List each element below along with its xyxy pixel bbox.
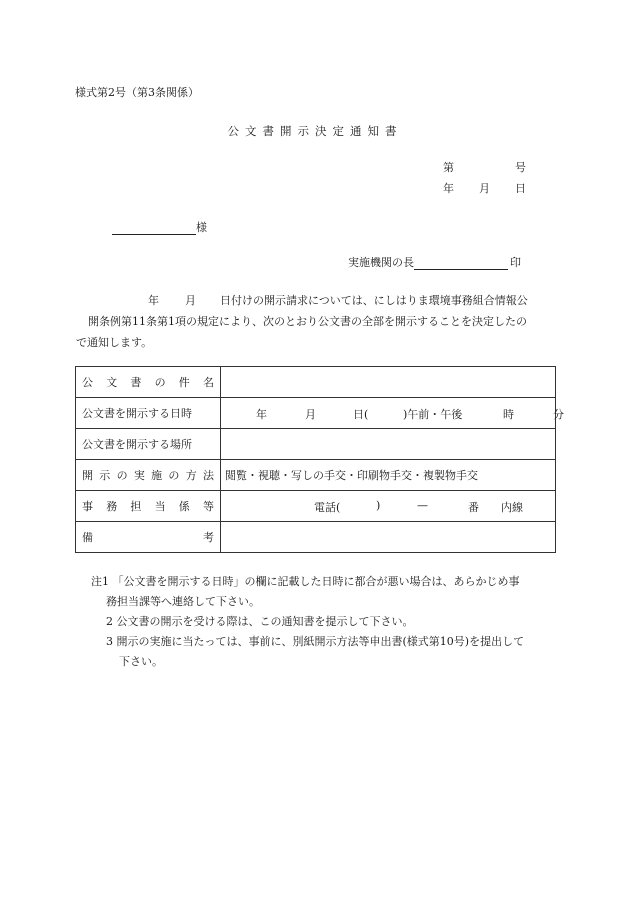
note-1-line-1: 注1 「公文書を開示する日時」の欄に記載した日時に都合が悪い場合は、あらかじめ事 xyxy=(91,575,520,588)
addressee-line xyxy=(112,219,207,235)
label-char: 実 xyxy=(133,469,145,482)
label-char: 示 xyxy=(99,469,111,482)
row-contact-label xyxy=(76,491,221,522)
label-char: の xyxy=(116,469,128,482)
body-line-1 xyxy=(76,290,556,311)
label-char: 備 xyxy=(82,531,93,544)
row-contact-value[interactable] xyxy=(221,491,556,522)
dt-hi-open: 日( xyxy=(353,408,369,421)
issuer-label: 実施機関の長 xyxy=(348,256,414,269)
table-row xyxy=(76,398,556,429)
label-char: 開 xyxy=(82,469,93,482)
ref-nen: 年 xyxy=(443,182,454,195)
ref-tsuki: 月 xyxy=(479,182,490,195)
contact-ban: 番 xyxy=(468,501,479,514)
dt-tsuki: 月 xyxy=(305,408,316,421)
row-datetime-label: 公文書を開示する日時 xyxy=(76,398,221,429)
label-char: 担 xyxy=(130,500,142,513)
row-method-value[interactable] xyxy=(221,460,556,491)
body-tsuki: 月 xyxy=(185,294,196,307)
label-char: 法 xyxy=(202,469,214,482)
note-3-line-1: 3 開示の実施に当たっては、事前に、別紙開示方法等申出書(様式第10号)を提出して xyxy=(106,635,525,648)
table-row xyxy=(76,460,556,491)
label-char: 事 xyxy=(82,500,93,513)
label-char: 名 xyxy=(202,376,214,389)
label-char: 件 xyxy=(178,376,190,389)
note-1-line-2: 務担当課等へ連絡して下さい。 xyxy=(106,595,260,608)
contact-close: ) xyxy=(376,499,381,512)
note-3-line-2: 下さい。 xyxy=(119,655,163,668)
ref-hi: 日 xyxy=(515,182,526,195)
dt-fun: 分 xyxy=(553,408,564,421)
document-title: 公文書開示決定通知書 xyxy=(227,124,403,138)
ref-go: 号 xyxy=(515,161,526,174)
label-char: の xyxy=(154,376,166,389)
notes-section xyxy=(91,572,561,672)
notice-table xyxy=(75,366,564,553)
dt-ampm: )午前・午後 xyxy=(403,408,463,421)
issuer-seal: 印 xyxy=(510,256,521,269)
body-nen: 年 xyxy=(148,294,159,307)
label-char: の xyxy=(168,469,180,482)
label-char: 施 xyxy=(151,469,163,482)
label-char: 係 xyxy=(178,500,190,513)
label-char: 務 xyxy=(106,500,118,513)
label-char: 方 xyxy=(185,469,197,482)
addressee-blank xyxy=(112,220,196,235)
row-subject-value[interactable] xyxy=(221,367,556,398)
issuer-blank xyxy=(414,256,508,270)
reference-number-block xyxy=(443,159,528,201)
addressee-suffix: 様 xyxy=(196,221,207,234)
row-remarks-value[interactable] xyxy=(221,522,556,553)
label-char: 文 xyxy=(106,376,118,389)
issuer-line xyxy=(348,254,521,270)
label-char: 書 xyxy=(130,376,142,389)
contact-naisen: 内線 xyxy=(501,501,523,514)
body-paragraph xyxy=(76,290,556,353)
ref-dai: 第 xyxy=(443,161,454,174)
dt-ji: 時 xyxy=(503,408,514,421)
contact-tel-open: 電話( xyxy=(314,501,341,514)
note-2: 2 公文書の開示を受ける際は、この通知書を提示して下さい。 xyxy=(106,615,414,628)
table-row xyxy=(76,491,556,522)
label-char: 公 xyxy=(82,376,93,389)
method-options: 閲覧・視聴・写しの手交・印刷物手交・複製物手交 xyxy=(225,469,478,482)
label-char: 当 xyxy=(154,500,166,513)
body-line-2: 開条例第11条第1項の規定により、次のとおり公文書の全部を開示することを決定したの xyxy=(88,315,527,328)
body-line-3: で通知します。 xyxy=(76,336,153,349)
row-remarks-label xyxy=(76,522,221,553)
table-row xyxy=(76,367,556,398)
contact-dash: — xyxy=(417,499,428,512)
table-row xyxy=(76,429,556,460)
row-subject-label xyxy=(76,367,221,398)
label-char: 考 xyxy=(203,531,214,544)
form-number: 様式第2号（第3条関係） xyxy=(75,86,199,99)
row-place-label: 公文書を開示する場所 xyxy=(76,429,221,460)
dt-nen: 年 xyxy=(256,408,267,421)
row-method-label xyxy=(76,460,221,491)
label-char: 等 xyxy=(202,500,214,513)
row-place-value[interactable] xyxy=(221,429,556,460)
row-datetime-value[interactable] xyxy=(221,398,564,429)
body-line-1-rest: 日付けの開示請求については、にしはりま環境事務組合情報公 xyxy=(220,294,528,307)
table-row xyxy=(76,522,556,553)
